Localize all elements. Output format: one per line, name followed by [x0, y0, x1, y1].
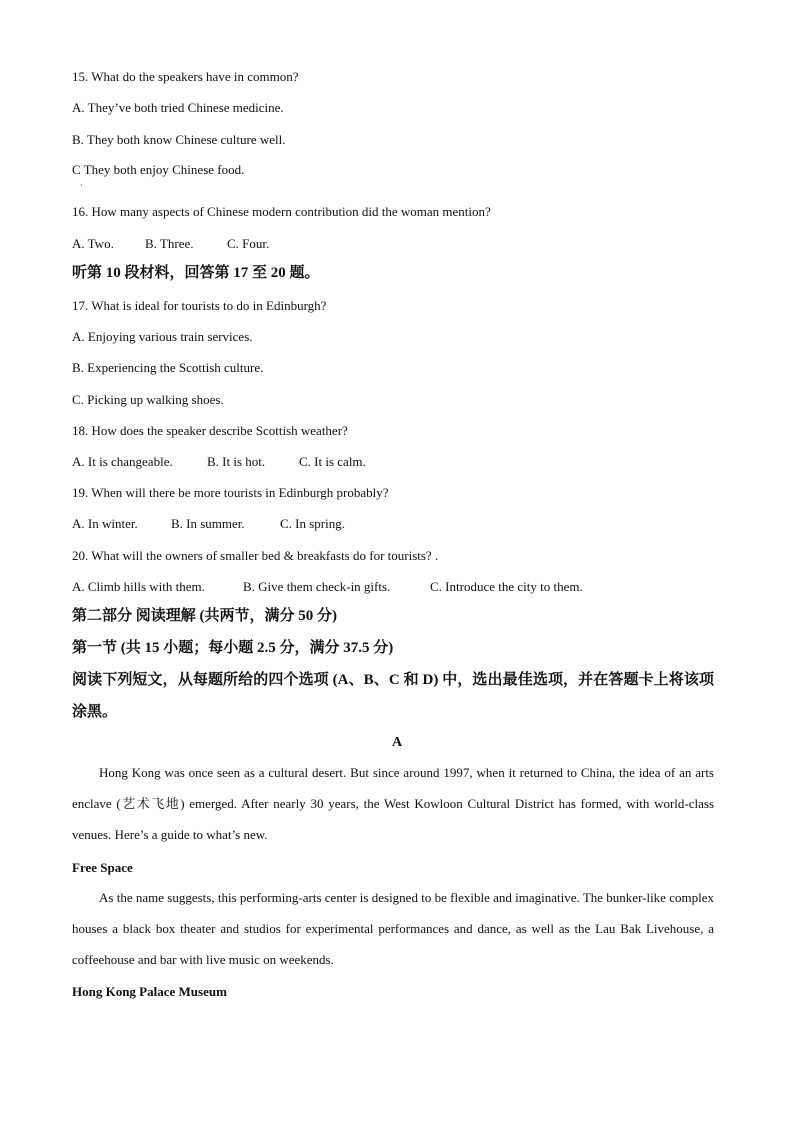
- part2-title: 第二部分 阅读理解 (共两节，满分 50 分): [72, 608, 337, 624]
- option-16c: C. Four.: [227, 236, 270, 251]
- option-20a: A. Climb hills with them.: [72, 579, 205, 594]
- free-space-text: As the name suggests, this performing-arts center is designed to be flexible and imaginative. The bunker-like complex houses a black box theater and studios for experimental performances and dance, as well as the Lau Bak Livehouse, a coffeehouse and bar with live music on weekends.: [72, 890, 714, 967]
- option-20b: B. Give them check-in gifts.: [243, 579, 391, 594]
- instructions: 阅读下列短文，从每题所给的四个选项 (A、B、C 和 D) 中，选出最佳选项，并在答题卡上将该项涂黑。: [72, 672, 714, 720]
- options-16: [72, 236, 269, 252]
- question-16: 16. How many aspects of Chinese modern contribution did the woman mention?: [72, 204, 491, 219]
- option-20c: C. Introduce the city to them.: [430, 579, 583, 594]
- option-17a: A. Enjoying various train services.: [72, 329, 253, 344]
- option-19c: C. In spring.: [280, 516, 345, 531]
- option-15b: B. They both know Chinese culture well.: [72, 132, 286, 147]
- passage-intro-text: Hong Kong was once seen as a cultural desert. But since around 1997, when it returned to China, the idea of an arts enclave (艺术飞地) emerged. After nearly 30 years, the West Kowloon Cultural District has formed, with world-class venues. Here’s a guide to what’s new.: [72, 765, 714, 842]
- option-16a: A. Two.: [72, 236, 114, 251]
- stray-dot: ·: [80, 181, 83, 190]
- free-space-title: Free Space: [72, 860, 133, 875]
- option-18c: C. It is calm.: [299, 454, 366, 469]
- option-17c: C. Picking up walking shoes.: [72, 392, 224, 407]
- options-20: [72, 579, 583, 595]
- option-15a: A. They’ve both tried Chinese medicine.: [72, 100, 284, 115]
- free-space-paragraph: [72, 882, 714, 975]
- options-19: [72, 516, 345, 532]
- question-19: 19. When will there be more tourists in Edinburgh probably?: [72, 485, 389, 500]
- option-18b: B. It is hot.: [207, 454, 266, 469]
- option-19b: B. In summer.: [171, 516, 245, 531]
- listening-heading: 听第 10 段材料，回答第 17 至 20 题。: [72, 265, 320, 281]
- question-15: 15. What do the speakers have in common?: [72, 69, 299, 84]
- question-18: 18. How does the speaker describe Scottish weather?: [72, 423, 348, 438]
- option-17b: B. Experiencing the Scottish culture.: [72, 360, 264, 375]
- options-18: [72, 454, 366, 470]
- question-17: 17. What is ideal for tourists to do in Edinburgh?: [72, 298, 327, 313]
- passage-letter: A: [391, 735, 403, 750]
- section1-title: 第一节 (共 15 小题；每小题 2.5 分，满分 37.5 分): [72, 640, 394, 656]
- option-16b: B. Three.: [145, 236, 194, 251]
- option-15c: C They both enjoy Chinese food.: [72, 162, 245, 177]
- passage-intro: [72, 757, 714, 850]
- question-20: 20. What will the owners of smaller bed & breakfasts do for tourists? .: [72, 548, 439, 563]
- palace-museum-title: Hong Kong Palace Museum: [72, 984, 227, 999]
- option-19a: A. In winter.: [72, 516, 138, 531]
- option-18a: A. It is changeable.: [72, 454, 173, 469]
